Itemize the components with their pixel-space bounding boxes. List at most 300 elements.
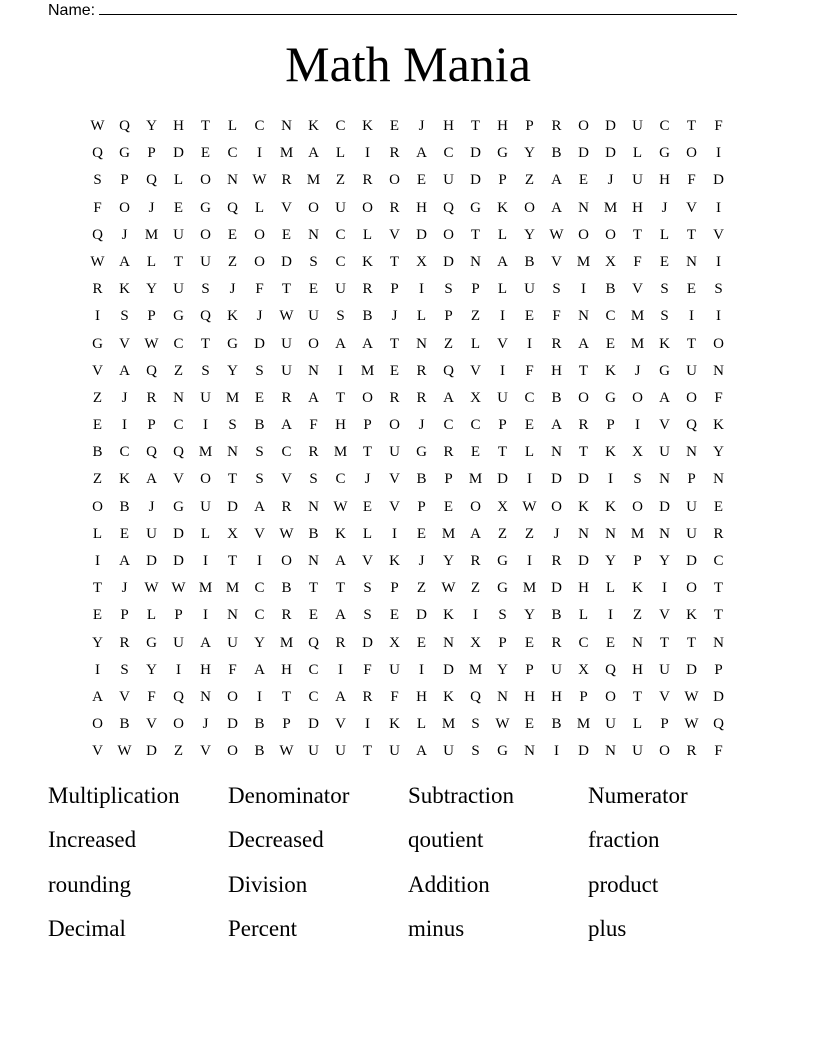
- grid-letter[interactable]: O: [254, 226, 265, 243]
- grid-letter[interactable]: E: [713, 498, 724, 515]
- grid-letter[interactable]: P: [606, 417, 615, 434]
- grid-letter[interactable]: B: [362, 308, 373, 325]
- grid-letter[interactable]: U: [686, 498, 697, 515]
- grid-letter[interactable]: A: [551, 417, 562, 434]
- grid-letter[interactable]: T: [362, 444, 373, 461]
- grid-letter[interactable]: Q: [443, 362, 454, 379]
- grid-letter[interactable]: N: [308, 498, 319, 515]
- grid-letter[interactable]: E: [254, 389, 265, 406]
- grid-letter[interactable]: E: [227, 226, 238, 243]
- grid-letter[interactable]: U: [443, 743, 454, 760]
- grid-letter[interactable]: O: [389, 417, 400, 434]
- grid-letter[interactable]: D: [254, 335, 265, 352]
- grid-letter[interactable]: E: [524, 716, 535, 733]
- grid-letter[interactable]: V: [281, 471, 292, 488]
- grid-letter[interactable]: Z: [632, 607, 643, 624]
- grid-letter[interactable]: C: [119, 444, 130, 461]
- grid-letter[interactable]: O: [227, 743, 238, 760]
- grid-letter[interactable]: U: [335, 199, 346, 216]
- grid-letter[interactable]: Z: [524, 172, 535, 189]
- grid-letter[interactable]: O: [362, 199, 373, 216]
- grid-letter[interactable]: B: [92, 444, 103, 461]
- grid-letter[interactable]: Q: [200, 308, 211, 325]
- grid-letter[interactable]: N: [632, 634, 643, 651]
- grid-letter[interactable]: K: [659, 335, 670, 352]
- grid-letter[interactable]: G: [497, 145, 508, 162]
- grid-letter[interactable]: R: [551, 634, 562, 651]
- grid-letter[interactable]: A: [659, 389, 670, 406]
- grid-letter[interactable]: E: [281, 226, 292, 243]
- grid-letter[interactable]: B: [254, 417, 265, 434]
- grid-letter[interactable]: F: [714, 743, 723, 760]
- grid-letter[interactable]: Y: [524, 226, 535, 243]
- grid-letter[interactable]: J: [202, 716, 209, 733]
- grid-letter[interactable]: Z: [443, 335, 454, 352]
- grid-letter[interactable]: Q: [173, 688, 184, 705]
- grid-letter[interactable]: B: [551, 389, 562, 406]
- grid-letter[interactable]: X: [632, 444, 643, 461]
- grid-letter[interactable]: P: [498, 172, 507, 189]
- grid-letter[interactable]: S: [309, 471, 318, 488]
- grid-letter[interactable]: E: [416, 525, 427, 542]
- grid-letter[interactable]: D: [173, 525, 184, 542]
- grid-letter[interactable]: K: [443, 688, 454, 705]
- grid-letter[interactable]: C: [659, 118, 670, 134]
- grid-letter[interactable]: K: [227, 308, 238, 325]
- grid-letter[interactable]: D: [686, 553, 697, 569]
- grid-letter[interactable]: C: [173, 335, 184, 352]
- grid-letter[interactable]: E: [524, 417, 535, 434]
- grid-letter[interactable]: O: [632, 498, 643, 515]
- grid-letter[interactable]: E: [443, 498, 454, 515]
- grid-letter[interactable]: K: [605, 498, 616, 515]
- grid-letter[interactable]: D: [362, 634, 373, 651]
- grid-letter[interactable]: W: [441, 580, 456, 597]
- grid-letter[interactable]: R: [308, 444, 319, 461]
- grid-letter[interactable]: R: [686, 743, 697, 760]
- grid-letter[interactable]: T: [578, 362, 589, 379]
- grid-letter[interactable]: O: [281, 553, 292, 569]
- grid-letter[interactable]: A: [578, 335, 589, 352]
- grid-letter[interactable]: L: [632, 145, 643, 162]
- grid-letter[interactable]: G: [659, 362, 670, 379]
- grid-letter[interactable]: M: [306, 172, 321, 189]
- grid-letter[interactable]: I: [203, 417, 208, 434]
- grid-letter[interactable]: F: [228, 661, 237, 678]
- grid-letter[interactable]: V: [713, 226, 724, 243]
- grid-letter[interactable]: L: [362, 226, 373, 243]
- grid-letter[interactable]: M: [198, 580, 213, 597]
- grid-letter[interactable]: P: [633, 553, 642, 569]
- grid-letter[interactable]: C: [254, 607, 265, 624]
- grid-letter[interactable]: C: [254, 118, 265, 134]
- grid-letter[interactable]: Z: [470, 580, 481, 597]
- grid-letter[interactable]: H: [416, 688, 427, 705]
- grid-letter[interactable]: Q: [92, 226, 103, 243]
- grid-letter[interactable]: N: [308, 362, 319, 379]
- grid-letter[interactable]: P: [525, 118, 534, 134]
- grid-letter[interactable]: A: [416, 145, 427, 162]
- grid-letter[interactable]: U: [659, 444, 670, 461]
- grid-letter[interactable]: V: [686, 199, 697, 216]
- grid-letter[interactable]: Y: [659, 553, 670, 569]
- grid-letter[interactable]: I: [689, 308, 694, 325]
- grid-letter[interactable]: A: [362, 335, 373, 352]
- grid-letter[interactable]: L: [632, 716, 643, 733]
- grid-letter[interactable]: N: [713, 362, 724, 379]
- grid-letter[interactable]: M: [468, 471, 483, 488]
- grid-letter[interactable]: O: [686, 145, 697, 162]
- grid-letter[interactable]: P: [390, 281, 399, 298]
- name-blank-line[interactable]: [99, 0, 737, 15]
- grid-letter[interactable]: W: [144, 580, 159, 597]
- grid-letter[interactable]: J: [553, 525, 560, 542]
- grid-letter[interactable]: R: [281, 498, 292, 515]
- grid-letter[interactable]: A: [254, 661, 265, 678]
- grid-letter[interactable]: S: [363, 580, 372, 597]
- grid-letter[interactable]: N: [281, 118, 292, 134]
- grid-letter[interactable]: C: [443, 145, 454, 162]
- grid-letter[interactable]: V: [335, 716, 346, 733]
- grid-letter[interactable]: L: [416, 716, 427, 733]
- grid-letter[interactable]: L: [497, 281, 508, 298]
- grid-letter[interactable]: U: [200, 498, 211, 515]
- grid-letter[interactable]: Q: [146, 172, 157, 189]
- grid-letter[interactable]: F: [390, 688, 399, 705]
- grid-letter[interactable]: J: [229, 281, 236, 298]
- grid-letter[interactable]: A: [443, 389, 454, 406]
- grid-letter[interactable]: D: [713, 172, 724, 189]
- grid-letter[interactable]: A: [119, 362, 130, 379]
- grid-letter[interactable]: T: [713, 580, 724, 597]
- grid-letter[interactable]: C: [254, 580, 265, 597]
- grid-letter[interactable]: E: [92, 607, 103, 624]
- grid-letter[interactable]: I: [203, 607, 208, 624]
- grid-letter[interactable]: A: [335, 335, 346, 352]
- grid-letter[interactable]: R: [335, 634, 346, 651]
- grid-letter[interactable]: V: [632, 281, 643, 298]
- grid-letter[interactable]: P: [390, 580, 399, 597]
- grid-letter[interactable]: F: [633, 253, 642, 270]
- grid-letter[interactable]: O: [173, 716, 184, 733]
- grid-letter[interactable]: H: [200, 661, 211, 678]
- grid-letter[interactable]: G: [497, 580, 508, 597]
- grid-letter[interactable]: S: [336, 308, 345, 325]
- grid-letter[interactable]: T: [389, 335, 400, 352]
- grid-letter[interactable]: H: [443, 118, 454, 134]
- grid-letter[interactable]: U: [200, 389, 211, 406]
- grid-letter[interactable]: I: [716, 199, 721, 216]
- grid-letter[interactable]: W: [90, 253, 105, 270]
- grid-letter[interactable]: U: [632, 743, 643, 760]
- grid-letter[interactable]: R: [362, 172, 373, 189]
- grid-letter[interactable]: U: [389, 743, 400, 760]
- grid-letter[interactable]: I: [338, 661, 343, 678]
- grid-letter[interactable]: U: [308, 743, 319, 760]
- grid-letter[interactable]: Q: [713, 716, 724, 733]
- grid-letter[interactable]: N: [686, 444, 697, 461]
- grid-letter[interactable]: T: [470, 226, 481, 243]
- grid-letter[interactable]: U: [551, 661, 562, 678]
- grid-letter[interactable]: T: [470, 118, 481, 134]
- grid-letter[interactable]: K: [605, 444, 616, 461]
- grid-letter[interactable]: B: [551, 145, 562, 162]
- grid-letter[interactable]: S: [633, 471, 642, 488]
- grid-letter[interactable]: Y: [227, 362, 238, 379]
- grid-letter[interactable]: A: [470, 525, 481, 542]
- grid-letter[interactable]: R: [389, 389, 400, 406]
- grid-letter[interactable]: R: [416, 389, 427, 406]
- grid-letter[interactable]: O: [470, 498, 481, 515]
- grid-letter[interactable]: T: [578, 444, 589, 461]
- grid-letter[interactable]: S: [120, 661, 129, 678]
- grid-letter[interactable]: S: [93, 172, 102, 189]
- grid-letter[interactable]: D: [470, 145, 481, 162]
- grid-letter[interactable]: A: [92, 688, 103, 705]
- grid-letter[interactable]: C: [335, 471, 346, 488]
- grid-letter[interactable]: L: [605, 580, 616, 597]
- grid-letter[interactable]: N: [524, 743, 535, 760]
- grid-letter[interactable]: B: [416, 471, 427, 488]
- grid-letter[interactable]: O: [362, 389, 373, 406]
- grid-letter[interactable]: K: [362, 118, 373, 134]
- grid-letter[interactable]: U: [146, 525, 157, 542]
- grid-letter[interactable]: U: [308, 308, 319, 325]
- grid-letter[interactable]: I: [635, 417, 640, 434]
- grid-letter[interactable]: O: [578, 389, 589, 406]
- grid-letter[interactable]: G: [605, 389, 616, 406]
- grid-letter[interactable]: I: [716, 145, 721, 162]
- grid-letter[interactable]: G: [659, 145, 670, 162]
- grid-letter[interactable]: L: [659, 226, 670, 243]
- grid-letter[interactable]: T: [686, 226, 697, 243]
- grid-letter[interactable]: F: [147, 688, 156, 705]
- grid-letter[interactable]: Y: [146, 661, 157, 678]
- grid-letter[interactable]: N: [659, 471, 670, 488]
- grid-letter[interactable]: R: [362, 281, 373, 298]
- grid-letter[interactable]: O: [92, 498, 103, 515]
- grid-letter[interactable]: E: [308, 607, 319, 624]
- grid-letter[interactable]: A: [119, 253, 130, 270]
- grid-letter[interactable]: G: [227, 335, 238, 352]
- grid-letter[interactable]: K: [389, 553, 400, 569]
- grid-letter[interactable]: E: [173, 199, 184, 216]
- grid-letter[interactable]: A: [335, 607, 346, 624]
- grid-letter[interactable]: I: [500, 362, 505, 379]
- grid-letter[interactable]: C: [578, 634, 589, 651]
- grid-letter[interactable]: S: [471, 716, 480, 733]
- grid-letter[interactable]: E: [362, 498, 373, 515]
- grid-letter[interactable]: L: [362, 525, 373, 542]
- grid-letter[interactable]: M: [279, 145, 294, 162]
- grid-letter[interactable]: U: [605, 716, 616, 733]
- grid-letter[interactable]: V: [659, 607, 670, 624]
- grid-letter[interactable]: O: [389, 172, 400, 189]
- grid-letter[interactable]: L: [335, 145, 346, 162]
- grid-letter[interactable]: M: [279, 634, 294, 651]
- grid-letter[interactable]: J: [607, 172, 614, 189]
- grid-letter[interactable]: G: [119, 145, 130, 162]
- grid-letter[interactable]: A: [308, 145, 319, 162]
- grid-letter[interactable]: S: [255, 444, 264, 461]
- grid-letter[interactable]: M: [144, 226, 159, 243]
- grid-letter[interactable]: S: [201, 281, 210, 298]
- grid-letter[interactable]: A: [308, 389, 319, 406]
- grid-letter[interactable]: K: [362, 253, 373, 270]
- grid-letter[interactable]: I: [257, 145, 262, 162]
- grid-letter[interactable]: M: [522, 580, 537, 597]
- grid-letter[interactable]: T: [335, 580, 346, 597]
- grid-letter[interactable]: U: [173, 281, 184, 298]
- grid-letter[interactable]: E: [578, 172, 589, 189]
- grid-letter[interactable]: Z: [227, 253, 238, 270]
- grid-letter[interactable]: J: [418, 118, 425, 134]
- grid-letter[interactable]: M: [441, 716, 456, 733]
- grid-letter[interactable]: D: [551, 580, 562, 597]
- grid-letter[interactable]: W: [333, 498, 348, 515]
- grid-letter[interactable]: I: [95, 308, 100, 325]
- grid-letter[interactable]: Y: [713, 444, 724, 461]
- grid-letter[interactable]: K: [443, 607, 454, 624]
- grid-letter[interactable]: L: [146, 607, 157, 624]
- grid-letter[interactable]: U: [281, 362, 292, 379]
- grid-letter[interactable]: X: [389, 634, 400, 651]
- grid-letter[interactable]: C: [335, 118, 346, 134]
- grid-letter[interactable]: H: [416, 199, 427, 216]
- grid-letter[interactable]: D: [281, 253, 292, 270]
- grid-letter[interactable]: D: [578, 145, 589, 162]
- grid-letter[interactable]: O: [578, 226, 589, 243]
- grid-letter[interactable]: U: [335, 743, 346, 760]
- grid-letter[interactable]: Z: [416, 580, 427, 597]
- grid-letter[interactable]: F: [255, 281, 264, 298]
- grid-letter[interactable]: T: [281, 688, 292, 705]
- grid-letter[interactable]: L: [173, 172, 184, 189]
- grid-letter[interactable]: R: [146, 389, 157, 406]
- grid-letter[interactable]: T: [200, 118, 211, 134]
- grid-letter[interactable]: S: [309, 253, 318, 270]
- grid-letter[interactable]: L: [524, 444, 535, 461]
- grid-letter[interactable]: L: [470, 335, 481, 352]
- grid-letter[interactable]: Z: [497, 525, 508, 542]
- grid-letter[interactable]: V: [173, 471, 184, 488]
- grid-letter[interactable]: M: [198, 444, 213, 461]
- grid-letter[interactable]: L: [497, 226, 508, 243]
- grid-letter[interactable]: U: [389, 444, 400, 461]
- grid-letter[interactable]: N: [308, 226, 319, 243]
- grid-letter[interactable]: S: [255, 471, 264, 488]
- grid-letter[interactable]: K: [578, 498, 589, 515]
- grid-letter[interactable]: P: [525, 661, 534, 678]
- grid-letter[interactable]: Y: [524, 607, 535, 624]
- grid-letter[interactable]: C: [308, 688, 319, 705]
- grid-letter[interactable]: E: [659, 253, 670, 270]
- grid-letter[interactable]: E: [605, 634, 616, 651]
- grid-letter[interactable]: R: [551, 118, 562, 134]
- grid-letter[interactable]: A: [335, 553, 346, 569]
- grid-letter[interactable]: T: [227, 471, 238, 488]
- grid-letter[interactable]: K: [632, 580, 643, 597]
- grid-letter[interactable]: U: [173, 634, 184, 651]
- grid-letter[interactable]: E: [92, 417, 103, 434]
- grid-letter[interactable]: R: [281, 172, 292, 189]
- grid-letter[interactable]: F: [363, 661, 372, 678]
- grid-letter[interactable]: R: [470, 553, 481, 569]
- grid-letter[interactable]: M: [360, 362, 375, 379]
- grid-letter[interactable]: F: [714, 118, 723, 134]
- grid-letter[interactable]: D: [443, 661, 454, 678]
- grid-letter[interactable]: I: [473, 607, 478, 624]
- grid-letter[interactable]: H: [551, 688, 562, 705]
- grid-letter[interactable]: P: [444, 308, 453, 325]
- grid-letter[interactable]: I: [95, 661, 100, 678]
- grid-letter[interactable]: T: [362, 743, 373, 760]
- grid-letter[interactable]: R: [578, 417, 589, 434]
- grid-letter[interactable]: G: [173, 498, 184, 515]
- grid-letter[interactable]: H: [578, 580, 589, 597]
- grid-letter[interactable]: N: [227, 607, 238, 624]
- grid-letter[interactable]: I: [338, 362, 343, 379]
- grid-letter[interactable]: V: [389, 226, 400, 243]
- grid-letter[interactable]: E: [524, 308, 535, 325]
- grid-letter[interactable]: S: [255, 362, 264, 379]
- grid-letter[interactable]: S: [201, 362, 210, 379]
- grid-letter[interactable]: Y: [146, 118, 157, 134]
- grid-letter[interactable]: I: [527, 553, 532, 569]
- grid-letter[interactable]: B: [524, 253, 535, 270]
- grid-letter[interactable]: S: [471, 743, 480, 760]
- grid-letter[interactable]: P: [498, 634, 507, 651]
- grid-letter[interactable]: D: [173, 145, 184, 162]
- grid-letter[interactable]: V: [146, 716, 157, 733]
- grid-letter[interactable]: D: [416, 607, 427, 624]
- grid-letter[interactable]: H: [659, 172, 670, 189]
- grid-letter[interactable]: G: [200, 199, 211, 216]
- grid-letter[interactable]: V: [254, 525, 265, 542]
- grid-letter[interactable]: M: [630, 308, 645, 325]
- grid-letter[interactable]: U: [632, 118, 643, 134]
- grid-letter[interactable]: J: [364, 471, 371, 488]
- grid-letter[interactable]: S: [660, 308, 669, 325]
- grid-letter[interactable]: H: [281, 661, 292, 678]
- grid-letter[interactable]: D: [578, 553, 589, 569]
- grid-letter[interactable]: P: [147, 308, 156, 325]
- grid-letter[interactable]: T: [389, 253, 400, 270]
- grid-letter[interactable]: D: [146, 743, 157, 760]
- grid-letter[interactable]: I: [392, 525, 397, 542]
- grid-letter[interactable]: T: [227, 553, 238, 569]
- grid-letter[interactable]: S: [498, 607, 507, 624]
- grid-letter[interactable]: W: [522, 498, 537, 515]
- grid-letter[interactable]: I: [527, 335, 532, 352]
- grid-letter[interactable]: H: [335, 417, 346, 434]
- grid-letter[interactable]: D: [470, 172, 481, 189]
- grid-letter[interactable]: T: [92, 580, 103, 597]
- grid-letter[interactable]: N: [605, 525, 616, 542]
- grid-letter[interactable]: A: [119, 553, 130, 569]
- grid-letter[interactable]: Q: [605, 661, 616, 678]
- grid-letter[interactable]: N: [578, 525, 589, 542]
- grid-letter[interactable]: R: [281, 607, 292, 624]
- grid-letter[interactable]: H: [173, 118, 184, 134]
- grid-letter[interactable]: J: [391, 308, 398, 325]
- grid-letter[interactable]: Y: [443, 553, 454, 569]
- grid-letter[interactable]: A: [146, 471, 157, 488]
- grid-letter[interactable]: V: [92, 743, 103, 760]
- grid-letter[interactable]: N: [713, 634, 724, 651]
- grid-letter[interactable]: U: [281, 335, 292, 352]
- grid-letter[interactable]: X: [227, 525, 238, 542]
